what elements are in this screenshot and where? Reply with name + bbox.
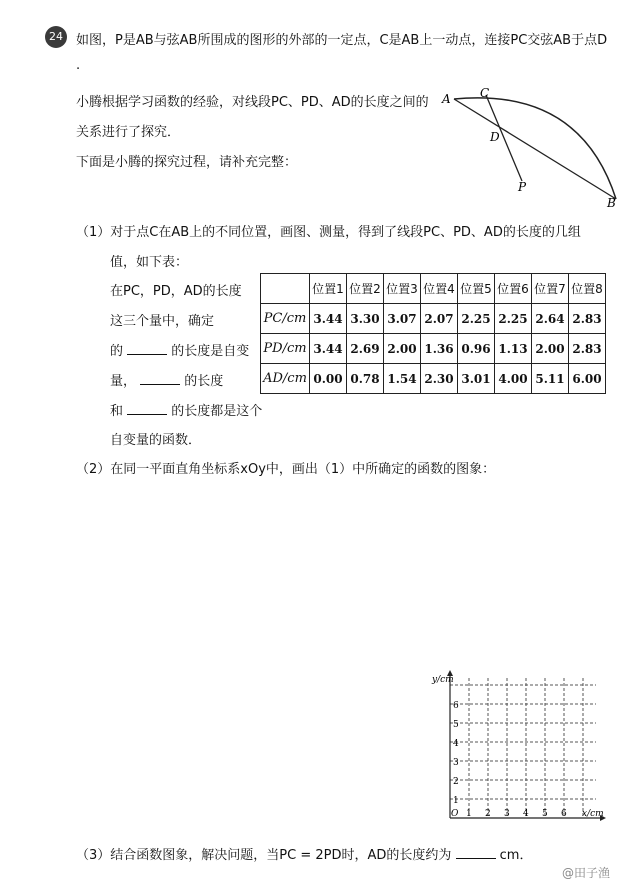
- table-header-cell: 位置1: [310, 274, 347, 304]
- table-row-pc: [261, 304, 606, 334]
- table-cell: 0.00: [310, 364, 347, 394]
- answer-blank-3[interactable]: [127, 404, 167, 415]
- table-header-cell: 位置3: [384, 274, 421, 304]
- x-tick-label: 4: [523, 809, 529, 819]
- y-tick-label: 4: [453, 739, 459, 749]
- table-header-cell: 位置6: [495, 274, 532, 304]
- table-cell: 2.64: [532, 304, 569, 334]
- part1-side-2: 这三个量中，确定: [110, 314, 215, 329]
- table-header-cell: 位置5: [458, 274, 495, 304]
- table-corner-cell: [261, 274, 310, 304]
- table-header-cell: 位置2: [347, 274, 384, 304]
- table-cell: 2.00: [384, 334, 421, 364]
- y-axis-label: y/cm: [432, 675, 454, 685]
- table-row-label: AD/cm: [261, 364, 310, 394]
- y-tick-label: 1: [453, 796, 459, 806]
- answer-blank-1[interactable]: [127, 344, 167, 355]
- part1-side-6: 自变量的函数．: [110, 433, 202, 448]
- x-axis-label: x/cm: [582, 809, 604, 819]
- intro-dot: .: [76, 58, 81, 73]
- table-row-ad: [261, 364, 606, 394]
- x-tick-label: 5: [542, 809, 548, 819]
- part1-side-5a: 和: [110, 404, 124, 419]
- part1-line-2: 值，如下表：: [110, 255, 189, 270]
- origin-label: O: [451, 809, 459, 819]
- table-cell: 6.00: [569, 364, 606, 394]
- label-p: P: [518, 180, 527, 194]
- part1-side-3: [110, 340, 249, 359]
- table-header-row: [261, 274, 606, 304]
- part3-line: [76, 844, 532, 863]
- answer-blank-2[interactable]: [140, 374, 180, 385]
- label-b: B: [607, 196, 616, 210]
- coordinate-grid: [430, 668, 610, 828]
- x-tick-label: 1: [466, 809, 472, 819]
- y-tick-labels: [453, 701, 459, 806]
- part1-side-3a: 的: [110, 344, 124, 359]
- y-tick-label: 6: [453, 701, 459, 711]
- part1-side-5: [110, 400, 262, 419]
- table-header-cell: 位置4: [421, 274, 458, 304]
- x-tick-label: 3: [504, 809, 510, 819]
- intro-line-3: 关系进行了探究．: [76, 125, 181, 140]
- geometry-figure: [440, 85, 620, 210]
- intro-line-1: 如图，P是AB与弦AB所围成的图形的外部的一定点，C是AB上一动点，连接PC交弦AB于点D: [76, 33, 608, 48]
- intro-line-2: 小腾根据学习函数的经验，对线段PC、PD、AD的长度之间的: [76, 95, 429, 110]
- table-cell: 0.78: [347, 364, 384, 394]
- y-tick-label: 3: [453, 758, 459, 768]
- part1-side-4b: 的长度: [184, 374, 224, 389]
- problem-number-badge: 24: [45, 26, 67, 48]
- table-cell: 4.00: [495, 364, 532, 394]
- intro-line-4: 下面是小腾的探究过程，请补充完整：: [76, 155, 298, 170]
- x-tick-label: 6: [561, 809, 567, 819]
- table-row-pd: [261, 334, 606, 364]
- table-cell: 3.44: [310, 334, 347, 364]
- part1-side-3b: 的长度是自变: [171, 344, 250, 359]
- label-a: A: [442, 92, 451, 106]
- part2-line: （2）在同一平面直角坐标系xOy中，画出（1）中所确定的函数的图象：: [76, 462, 496, 477]
- measurement-table: [260, 273, 606, 394]
- table-row-label: PD/cm: [261, 334, 310, 364]
- table-cell: 2.69: [347, 334, 384, 364]
- answer-blank-4[interactable]: [456, 848, 496, 859]
- table-cell: 0.96: [458, 334, 495, 364]
- part1-side-1: 在PC，PD，AD的长度: [110, 284, 242, 299]
- table-row-label: PC/cm: [261, 304, 310, 334]
- part1-side-5b: 的长度都是这个: [171, 404, 263, 419]
- table-header-cell: 位置8: [569, 274, 606, 304]
- table-cell: 2.83: [569, 334, 606, 364]
- label-c: C: [480, 86, 490, 100]
- watermark: @田子渔: [561, 866, 610, 880]
- table-cell: 3.30: [347, 304, 384, 334]
- table-cell: 2.25: [458, 304, 495, 334]
- table-cell: 1.13: [495, 334, 532, 364]
- table-cell: 3.44: [310, 304, 347, 334]
- table-cell: 2.25: [495, 304, 532, 334]
- grid-lines: [450, 678, 596, 818]
- part3-text-b: cm．: [499, 848, 533, 863]
- part3-text-a: （3）结合函数图象，解决问题，当PC = 2PD时，AD的长度约为: [76, 848, 452, 863]
- table-cell: 5.11: [532, 364, 569, 394]
- part1-side-4: [110, 370, 223, 389]
- table-cell: 2.00: [532, 334, 569, 364]
- table-cell: 1.54: [384, 364, 421, 394]
- part1-line-1: （1）对于点C在AB上的不同位置，画图、测量，得到了线段PC、PD、AD的长度的几组: [76, 225, 581, 240]
- table-cell: 2.83: [569, 304, 606, 334]
- table-cell: 3.07: [384, 304, 421, 334]
- table-cell: 3.01: [458, 364, 495, 394]
- x-tick-label: 2: [485, 809, 491, 819]
- table-header-cell: 位置7: [532, 274, 569, 304]
- label-d: D: [490, 130, 500, 144]
- part1-side-4a: 量，: [110, 374, 137, 389]
- table-cell: 1.36: [421, 334, 458, 364]
- y-tick-label: 2: [453, 777, 459, 787]
- table-cell: 2.30: [421, 364, 458, 394]
- y-tick-label: 5: [453, 720, 459, 730]
- table-cell: 2.07: [421, 304, 458, 334]
